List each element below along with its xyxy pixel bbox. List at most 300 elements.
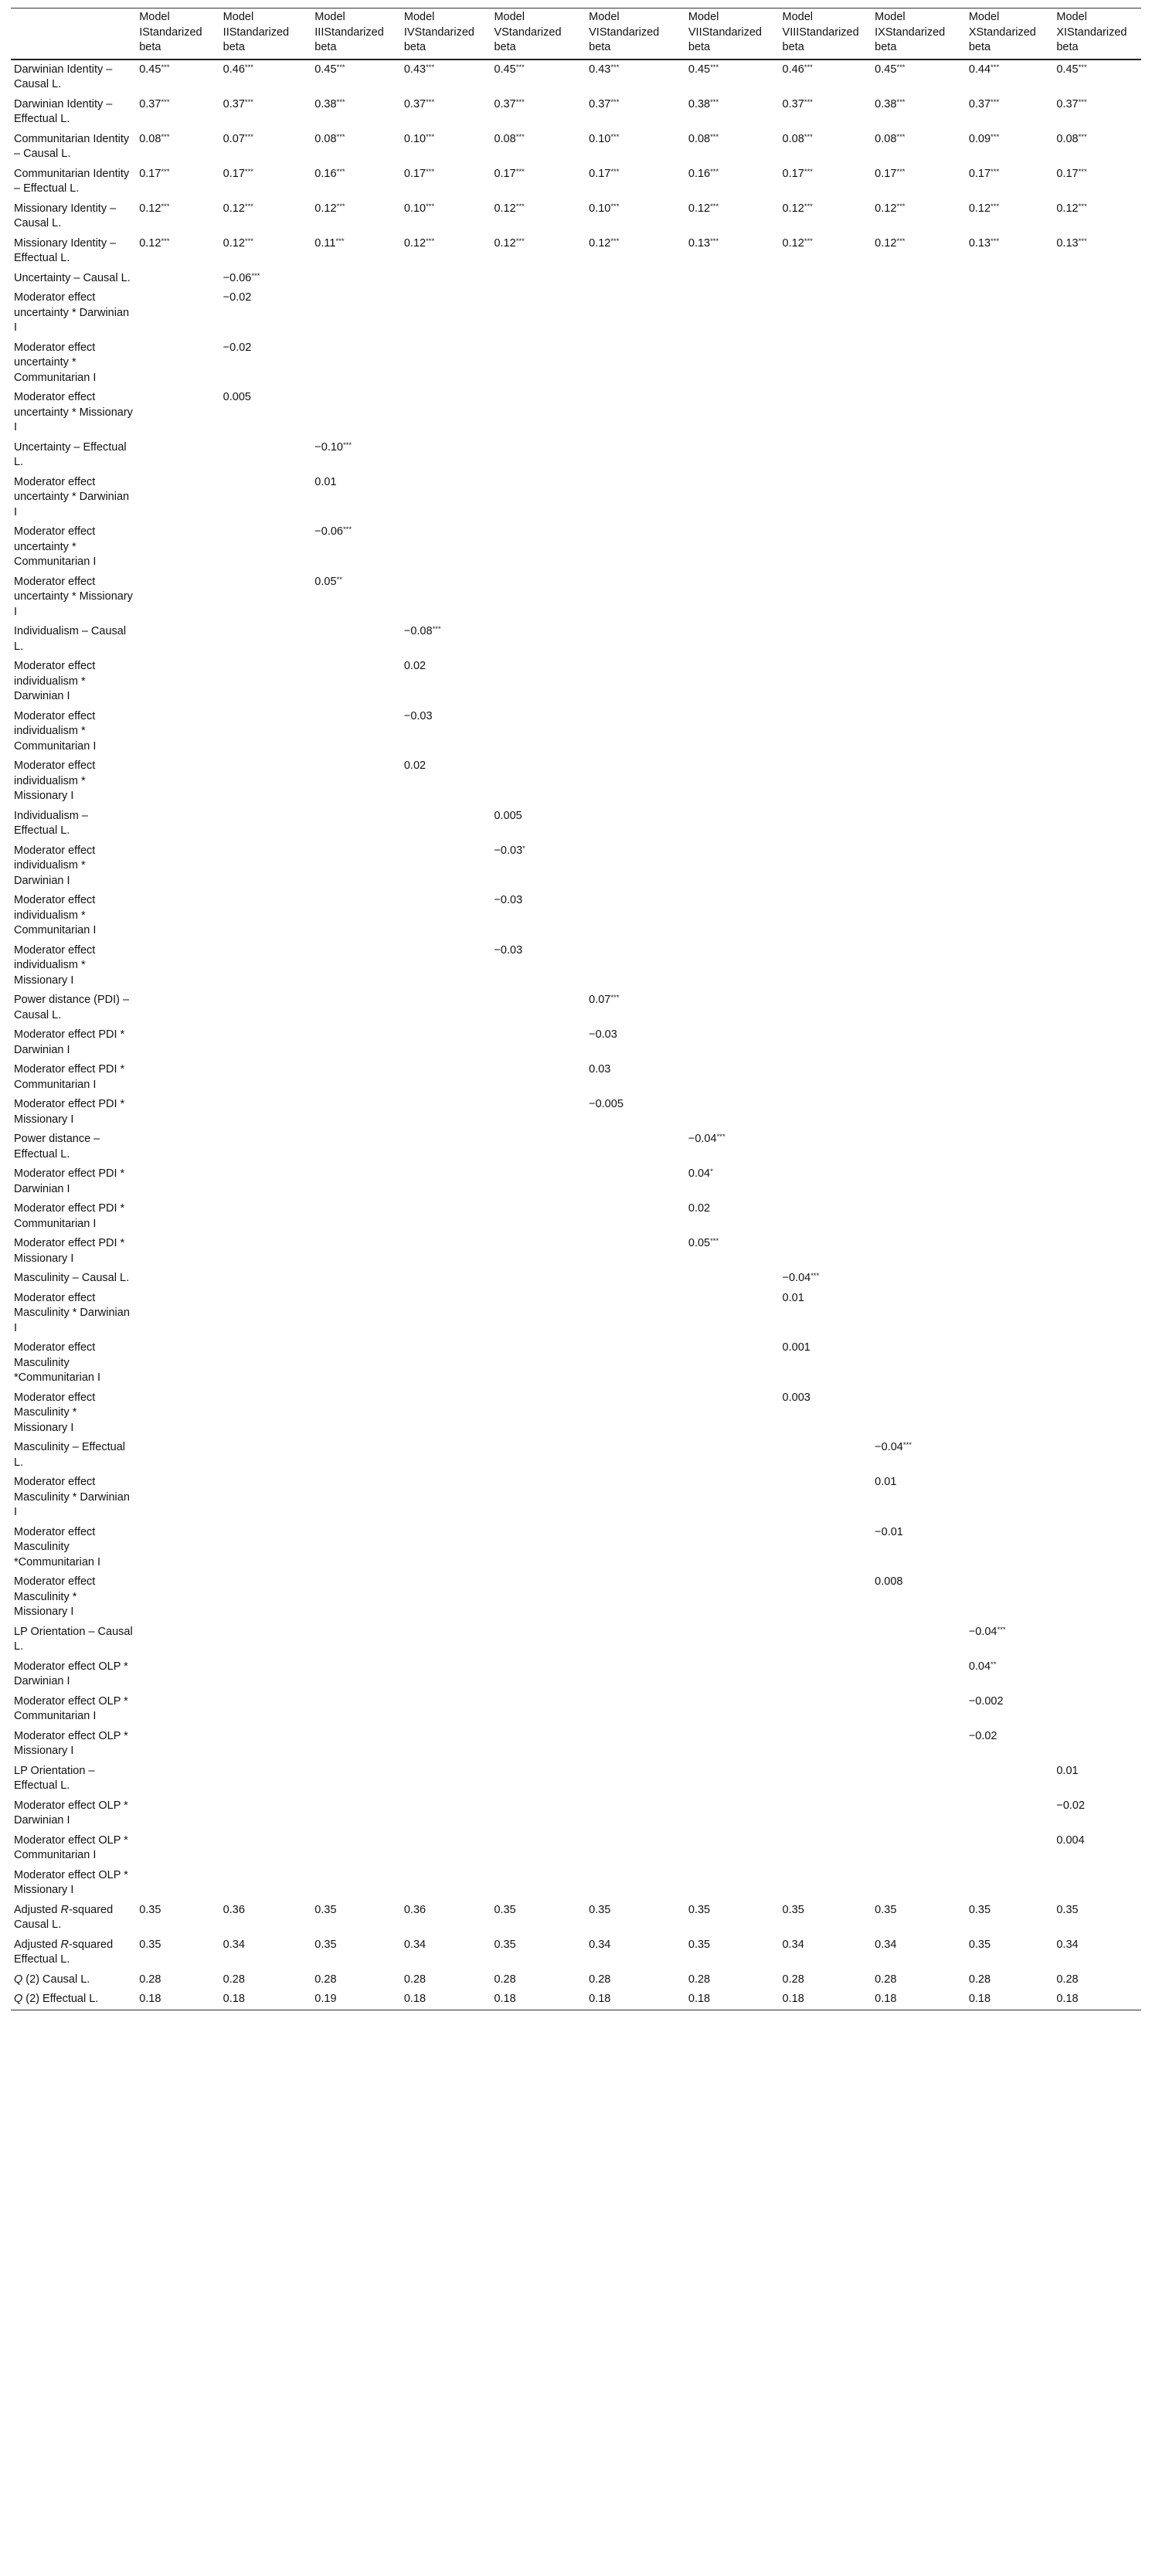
table-row: [11, 473, 1141, 523]
table-cell: [311, 1796, 401, 1831]
table-cell: 0.35: [1056, 1903, 1079, 1916]
table-cell: [872, 1338, 966, 1388]
table-cell: 0.38***: [875, 97, 906, 110]
table-cell: [586, 1692, 685, 1727]
table-cell: [136, 338, 219, 389]
significance-stars: ***: [896, 97, 906, 107]
table-cell: [311, 891, 401, 941]
table-cell: [1053, 756, 1141, 807]
row-label: Missionary Identity – Effectual L.: [14, 236, 117, 264]
row-label: Moderator effect individualism * Communitarian I: [14, 709, 97, 753]
table-cell: [780, 657, 872, 707]
table-cell: 0.12***: [782, 236, 813, 250]
table-cell: 0.12***: [968, 202, 1000, 215]
table-cell: 0.12***: [139, 202, 170, 215]
table-cell: [872, 657, 966, 707]
table-cell: [586, 1338, 685, 1388]
table-cell: −0.04***: [968, 1625, 1006, 1638]
significance-stars: ***: [342, 440, 352, 450]
significance-stars: ***: [991, 132, 1000, 141]
table-cell: [966, 657, 1054, 707]
column-header-line: XStandarized: [968, 25, 1036, 39]
table-cell: [401, 1234, 491, 1269]
row-label: Masculinity – Causal L.: [14, 1272, 130, 1284]
row-label: Uncertainty – Causal L.: [14, 271, 131, 284]
table-cell: [685, 1692, 780, 1727]
table-cell: [966, 1025, 1054, 1060]
table-cell: [780, 1199, 872, 1234]
table-cell: 0.37***: [782, 97, 813, 110]
row-label: Moderator effect Masculinity * Darwinian I: [14, 1291, 130, 1334]
column-header-line: IIIStandarized: [314, 25, 384, 39]
table-cell: [586, 1831, 685, 1866]
column-header-line: beta: [875, 41, 897, 53]
table-cell: 0.03: [589, 1063, 611, 1076]
table-cell: 0.18: [586, 1990, 685, 2010]
significance-stars: *: [522, 844, 525, 853]
table-cell: [966, 1234, 1054, 1269]
table-cell: [136, 1657, 219, 1692]
significance-stars: ***: [804, 167, 813, 176]
table-cell: 0.001: [782, 1341, 810, 1354]
significance-stars: ***: [610, 132, 620, 141]
table-cell: [220, 1572, 312, 1623]
table-cell: [1053, 707, 1141, 757]
table-cell: [1053, 807, 1141, 841]
column-header-line: VStandarized: [494, 25, 562, 39]
header-row: [11, 8, 1141, 59]
table-cell: [872, 1388, 966, 1439]
table-cell: [685, 891, 780, 941]
significance-stars: ***: [336, 167, 345, 176]
table-row: [11, 573, 1141, 623]
table-cell: [872, 1831, 966, 1866]
table-cell: 0.18: [491, 1990, 586, 2010]
table-cell: [401, 1199, 491, 1234]
table-row: [11, 1727, 1141, 1762]
table-cell: [491, 622, 586, 657]
table-cell: [872, 1269, 966, 1289]
table-cell: [966, 1338, 1054, 1388]
table-cell: −0.02: [968, 1729, 997, 1742]
significance-stars: ***: [710, 132, 719, 141]
table-cell: [220, 1095, 312, 1130]
table-row: [11, 1130, 1141, 1164]
significance-stars: ***: [426, 97, 435, 107]
significance-stars: ***: [244, 202, 253, 211]
table-cell: [220, 1473, 312, 1523]
table-cell: [586, 1762, 685, 1796]
table-cell: [311, 1025, 401, 1060]
table-cell: [586, 756, 685, 807]
table-row: [11, 130, 1141, 165]
table-cell: 0.08***: [782, 132, 813, 145]
table-row: [11, 1866, 1141, 1901]
table-cell: [491, 1095, 586, 1130]
table-cell: [311, 1438, 401, 1473]
row-label: Moderator effect OLP * Communitarian I: [14, 1833, 128, 1861]
significance-stars: ***: [896, 236, 906, 246]
table-cell: [491, 657, 586, 707]
table-cell: [491, 1438, 586, 1473]
row-label: Moderator effect individualism * Darwinian I: [14, 844, 96, 887]
table-cell: [311, 657, 401, 707]
table-cell: [966, 1523, 1054, 1573]
table-cell: [1053, 1572, 1141, 1623]
table-cell: [401, 1692, 491, 1727]
table-cell: [966, 522, 1054, 573]
table-cell: [685, 1338, 780, 1388]
table-cell: [491, 1234, 586, 1269]
significance-stars: ***: [161, 202, 170, 211]
table-cell: [401, 1095, 491, 1130]
table-cell: [685, 1473, 780, 1523]
table-cell: [872, 1692, 966, 1727]
row-label: Moderator effect OLP * Darwinian I: [14, 1799, 128, 1827]
table-cell: 0.37***: [589, 97, 620, 110]
table-cell: [586, 1269, 685, 1289]
row-label: Moderator effect PDI * Darwinian I: [14, 1028, 125, 1056]
significance-stars: **: [991, 1660, 997, 1669]
table-cell: 0.18: [872, 1990, 966, 2010]
row-label: Moderator effect OLP * Missionary I: [14, 1729, 128, 1757]
table-cell: [1053, 573, 1141, 623]
significance-stars: ***: [515, 167, 525, 176]
table-cell: [872, 288, 966, 338]
table-cell: [966, 1388, 1054, 1439]
table-cell: 0.17***: [589, 167, 620, 180]
significance-stars: ***: [426, 167, 435, 176]
column-header: [220, 8, 312, 59]
table-cell: [1053, 1438, 1141, 1473]
table-cell: 0.37***: [403, 97, 435, 110]
table-cell: [311, 1234, 401, 1269]
significance-stars: ***: [710, 236, 719, 246]
table-cell: [311, 1831, 401, 1866]
column-header-line: beta: [494, 41, 516, 53]
table-cell: [1053, 1025, 1141, 1060]
table-row: [11, 1523, 1141, 1573]
column-header: [311, 8, 401, 59]
significance-stars: ***: [610, 167, 620, 176]
significance-stars: ***: [991, 202, 1000, 211]
table-row: [11, 1473, 1141, 1523]
significance-stars: ***: [336, 63, 345, 72]
table-cell: [1053, 622, 1141, 657]
table-cell: 0.28: [494, 1973, 516, 1986]
table-row: [11, 165, 1141, 199]
table-cell: [136, 657, 219, 707]
table-cell: [685, 941, 780, 991]
table-cell: −0.005: [589, 1098, 624, 1110]
table-cell: [401, 1623, 491, 1657]
table-row: [11, 1901, 1141, 1935]
table-cell: [1053, 1388, 1141, 1439]
table-cell: 0.34: [875, 1938, 897, 1951]
row-label: Moderator effect OLP * Communitarian I: [14, 1694, 128, 1722]
table-cell: [872, 807, 966, 841]
table-cell: [136, 1199, 219, 1234]
table-cell: [872, 388, 966, 438]
table-cell: 0.08***: [494, 132, 525, 145]
column-header-line: IVStandarized: [403, 25, 474, 39]
column-header-line: IXStandarized: [875, 25, 946, 39]
table-row: [11, 1289, 1141, 1339]
table-header: [11, 8, 1141, 59]
column-header-line: beta: [139, 41, 161, 53]
column-header-line: IIStandarized: [223, 25, 290, 39]
table-cell: [586, 1657, 685, 1692]
table-row: [11, 438, 1141, 473]
table-cell: [872, 707, 966, 757]
significance-stars: ***: [710, 97, 719, 107]
table-cell: 0.44***: [968, 63, 1000, 76]
table-cell: [966, 473, 1054, 523]
table-cell: [780, 1866, 872, 1901]
table-cell: 0.08***: [139, 132, 170, 145]
table-cell: 0.38***: [688, 97, 719, 110]
column-header-line: beta: [782, 41, 804, 53]
significance-stars: ***: [336, 97, 345, 107]
significance-stars: ***: [991, 97, 1000, 107]
table-cell: [685, 1388, 780, 1439]
table-cell: [780, 756, 872, 807]
table-cell: 0.34: [1056, 1938, 1079, 1951]
table-cell: [685, 1762, 780, 1796]
column-header: [491, 8, 586, 59]
table-cell: [780, 473, 872, 523]
row-label: Communitarian Identity – Effectual L.: [14, 167, 130, 195]
table-cell: [586, 338, 685, 389]
significance-stars: ***: [610, 97, 620, 107]
significance-stars: ***: [426, 63, 435, 72]
table-cell: [136, 288, 219, 338]
table-cell: 0.02: [403, 760, 426, 772]
table-cell: 0.35: [314, 1903, 337, 1916]
significance-stars: ***: [515, 202, 525, 211]
table-cell: [586, 1623, 685, 1657]
significance-stars: ***: [896, 63, 906, 72]
table-cell: 0.02: [403, 660, 426, 672]
table-cell: [220, 1025, 312, 1060]
table-row: [11, 1692, 1141, 1727]
table-cell: 0.46***: [782, 63, 813, 76]
table-cell: 0.17***: [782, 167, 813, 180]
table-cell: [586, 438, 685, 473]
table-cell: [491, 1130, 586, 1164]
table-cell: [685, 573, 780, 623]
table-cell: [780, 1130, 872, 1164]
table-cell: [136, 1692, 219, 1727]
table-cell: 0.18: [685, 1990, 780, 2010]
column-header-line: beta: [314, 41, 337, 53]
table-cell: [220, 573, 312, 623]
table-cell: [966, 1095, 1054, 1130]
table-cell: 0.35: [968, 1938, 991, 1951]
table-cell: 0.35: [875, 1903, 897, 1916]
table-cell: [136, 1473, 219, 1523]
table-cell: [780, 1727, 872, 1762]
table-cell: [311, 1473, 401, 1523]
table-cell: [311, 941, 401, 991]
table-cell: 0.10***: [589, 132, 620, 145]
table-cell: 0.28: [968, 1973, 991, 1986]
table-cell: [136, 1831, 219, 1866]
table-cell: −0.06***: [314, 525, 352, 538]
table-cell: [966, 573, 1054, 623]
table-cell: [491, 1025, 586, 1060]
table-cell: 0.17***: [403, 167, 435, 180]
table-cell: [401, 991, 491, 1025]
row-label: Communitarian Identity – Causal L.: [14, 132, 130, 160]
table-cell: 0.12***: [403, 236, 435, 250]
table-cell: [136, 807, 219, 841]
table-cell: [220, 1164, 312, 1199]
table-cell: [966, 1269, 1054, 1289]
significance-stars: ***: [710, 63, 719, 72]
table-row: [11, 707, 1141, 757]
table-cell: −0.03: [403, 709, 433, 722]
table-cell: [136, 1269, 219, 1289]
column-header-line: Model: [589, 11, 620, 23]
table-cell: [966, 1572, 1054, 1623]
table-cell: [491, 269, 586, 289]
table-cell: [401, 269, 491, 289]
table-cell: [966, 269, 1054, 289]
table-cell: 0.13***: [688, 236, 719, 250]
significance-stars: ***: [991, 63, 1000, 72]
table-cell: [685, 622, 780, 657]
table-cell: [491, 1692, 586, 1727]
table-cell: 0.17***: [875, 167, 906, 180]
row-label: Q (2) Effectual L.: [11, 1990, 136, 2010]
table-cell: [966, 991, 1054, 1025]
column-header: [586, 8, 685, 59]
column-header: [966, 8, 1054, 59]
table-cell: [872, 1623, 966, 1657]
table-cell: [220, 438, 312, 473]
significance-stars: ***: [1078, 236, 1087, 246]
table-row: [11, 891, 1141, 941]
column-header-line: Model: [139, 11, 170, 23]
table-cell: [220, 622, 312, 657]
table-cell: [780, 1234, 872, 1269]
table-cell: [966, 438, 1054, 473]
table-cell: 0.28: [688, 1973, 711, 1986]
column-header-line: beta: [403, 41, 426, 53]
table-cell: [780, 1572, 872, 1623]
table-cell: [872, 269, 966, 289]
table-cell: [220, 1762, 312, 1796]
significance-stars: ***: [161, 63, 170, 72]
table-cell: [1053, 1338, 1141, 1388]
table-cell: [491, 1657, 586, 1692]
table-cell: [780, 438, 872, 473]
row-label: Moderator effect individualism * Communitarian I: [14, 894, 97, 936]
table-cell: [586, 841, 685, 892]
column-header-line: beta: [1056, 41, 1079, 53]
table-cell: [685, 657, 780, 707]
table-cell: [220, 1060, 312, 1095]
table-cell: 0.28: [314, 1973, 337, 1986]
table-cell: [1053, 1657, 1141, 1692]
table-cell: [311, 991, 401, 1025]
table-cell: [136, 473, 219, 523]
column-header: [780, 8, 872, 59]
table-cell: −0.04***: [782, 1272, 820, 1284]
table-cell: [136, 438, 219, 473]
table-cell: [966, 1796, 1054, 1831]
table-cell: [136, 1289, 219, 1339]
table-cell: 0.35: [494, 1903, 516, 1916]
table-cell: [401, 388, 491, 438]
table-cell: [311, 807, 401, 841]
table-cell: −0.03: [494, 943, 523, 957]
row-label: Moderator effect PDI * Darwinian I: [14, 1167, 125, 1195]
table-cell: 0.34: [223, 1938, 245, 1951]
table-cell: [1053, 1095, 1141, 1130]
table-cell: [311, 269, 401, 289]
table-row: [11, 1623, 1141, 1657]
table-cell: [491, 1866, 586, 1901]
table-cell: [401, 473, 491, 523]
significance-stars: ***: [432, 625, 441, 634]
table-row: [11, 1060, 1141, 1095]
table-cell: [491, 1338, 586, 1388]
table-row: [11, 991, 1141, 1025]
table-cell: [311, 1572, 401, 1623]
table-cell: [966, 288, 1054, 338]
table-cell: 0.28: [223, 1973, 245, 1986]
table-cell: 0.12***: [139, 236, 170, 250]
table-cell: [685, 438, 780, 473]
table-cell: 0.08***: [1056, 132, 1087, 145]
table-cell: [1053, 1473, 1141, 1523]
column-header-line: Model: [223, 11, 254, 23]
table-cell: [136, 522, 219, 573]
table-cell: [780, 1657, 872, 1692]
table-cell: −0.04***: [875, 1441, 912, 1453]
table-cell: [136, 1060, 219, 1095]
table-cell: 0.01: [875, 1476, 897, 1488]
table-cell: 0.12***: [314, 202, 345, 215]
table-cell: [780, 573, 872, 623]
table-cell: [780, 1623, 872, 1657]
significance-stars: ***: [610, 994, 620, 1002]
table-cell: [586, 1473, 685, 1523]
table-row: [11, 1025, 1141, 1060]
table-cell: [1053, 1623, 1141, 1657]
table-cell: [872, 1796, 966, 1831]
table-cell: [872, 573, 966, 623]
table-cell: 0.28: [875, 1973, 897, 1986]
table-cell: [685, 756, 780, 807]
table-cell: [401, 1572, 491, 1623]
table-cell: [1053, 941, 1141, 991]
table-cell: [220, 891, 312, 941]
significance-stars: ***: [515, 63, 525, 72]
table-cell: [780, 269, 872, 289]
table-cell: [586, 288, 685, 338]
table-cell: [780, 522, 872, 573]
table-cell: [1053, 1199, 1141, 1234]
table-cell: 0.10***: [403, 132, 435, 145]
table-row: [11, 269, 1141, 289]
table-cell: [491, 288, 586, 338]
table-cell: [872, 473, 966, 523]
significance-stars: ***: [610, 63, 620, 72]
significance-stars: ***: [710, 1237, 719, 1246]
